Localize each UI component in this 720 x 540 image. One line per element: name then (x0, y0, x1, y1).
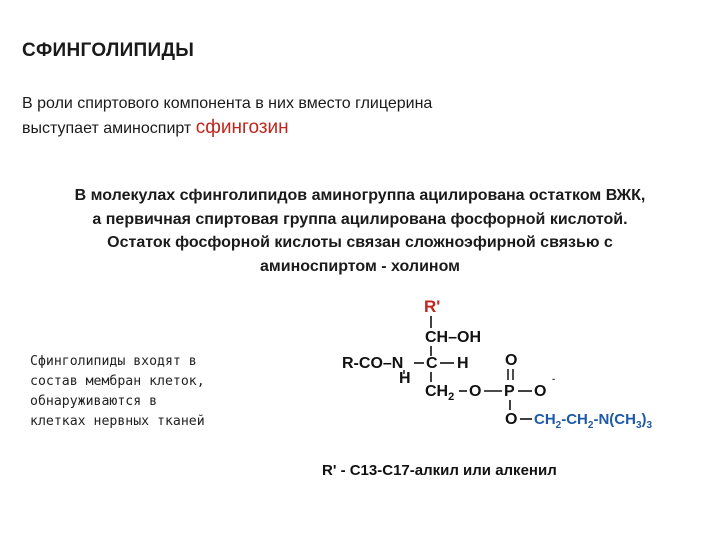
ch-oh-label: CH–OH (425, 329, 482, 346)
o-bottom-label: O (505, 411, 518, 428)
intro-text (22, 92, 582, 141)
h-below-n-label: H (399, 370, 411, 387)
sphingosine-highlight: сфингозин (195, 117, 289, 138)
o-right-label: O (534, 383, 547, 400)
slide-title: СФИНГОЛИПИДЫ (22, 40, 195, 61)
intro-line-2-text: выступает аминоспирт (22, 120, 196, 137)
c-atom-label: C (426, 355, 438, 372)
r-prime-caption: R' - C13-C17-алкил или алкенил (322, 462, 557, 479)
description-block (30, 184, 690, 278)
description-line: аминоспиртом - холином (260, 257, 460, 275)
intro-line-1: В роли спиртового компонента в них вместо глицерина (22, 95, 433, 112)
sphingomyelin-structure (320, 290, 700, 450)
minus-charge: - (552, 374, 556, 385)
side-note (30, 352, 240, 432)
note-line: Сфинголипиды входят в (30, 354, 197, 369)
r-prime-label: R' (424, 297, 441, 316)
intro-line-2 (22, 116, 582, 141)
o-link-label: O (469, 383, 482, 400)
choline-chain-label: $CH_2-CH_2-N(CH_3)_3$ (534, 411, 653, 431)
note-line: обнаруживаются в (30, 394, 158, 409)
note-line: состав мембран клеток, (30, 374, 205, 389)
p-atom-label: P (504, 383, 515, 400)
description-line: В молекулах сфинголипидов аминогруппа ацилирована остатком ВЖК, (74, 187, 646, 204)
ch2-label: $CH_2$ (425, 383, 455, 403)
description-line: а первичная спиртовая группа ацилирована фосфорной кислотой. (92, 210, 628, 228)
description-line: Остаток фосфорной кислоты связан сложноэфирной связью с (107, 234, 613, 251)
r-co-n-label: R-CO–N (342, 355, 404, 372)
h-atom-label: H (457, 355, 469, 372)
note-line: клетках нервных тканей (30, 414, 205, 429)
o-top-label: O (505, 352, 518, 369)
